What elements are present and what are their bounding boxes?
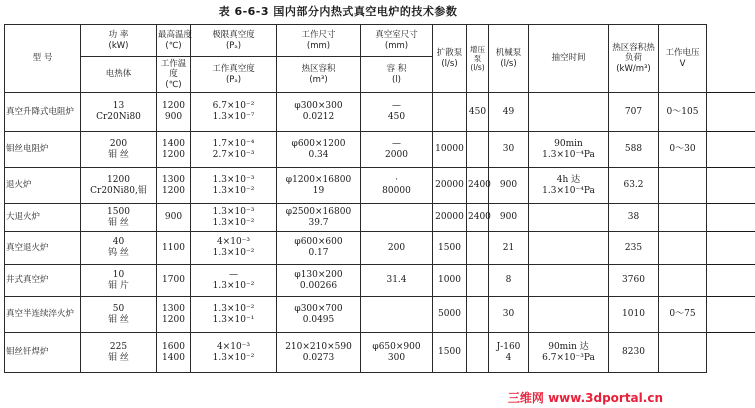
cell-value: 1200 (162, 314, 185, 325)
cell-value: 20000 (435, 212, 464, 223)
boost-pump-cell (467, 232, 489, 265)
table-row (5, 93, 755, 132)
cell-value: 钼丝电阻炉 (6, 144, 49, 155)
cell-value: 13 (112, 101, 125, 112)
cell-value: — (392, 101, 401, 112)
boost-pump-cell (467, 132, 489, 168)
vacuum-cell (191, 204, 277, 232)
temp-cell (157, 132, 191, 168)
cell-value: 2000 (385, 149, 408, 160)
header-power: 功 率 (kW) (81, 25, 157, 57)
boost-pump-cell (467, 204, 489, 232)
cell-value: 井式真空炉 (6, 275, 49, 286)
voltage-cell (659, 232, 707, 265)
cell-value: 8 (505, 275, 512, 286)
model-cell (5, 232, 81, 265)
model-cell (5, 333, 81, 373)
cell-value: 225 (109, 341, 128, 352)
cell-value: 10000 (435, 144, 464, 155)
heat-load-cell (609, 168, 659, 204)
cell-value: 4 (505, 352, 512, 363)
pump-time-cell (529, 265, 609, 297)
temp-cell (157, 232, 191, 265)
header-heat-load: 热区容积热负荷 (kW/m³) (609, 25, 659, 93)
cell-value: 钼 丝 (108, 314, 129, 325)
diff-pump-cell (433, 297, 467, 333)
cell-value: 1500 (438, 347, 461, 358)
cell-value: 10 (112, 269, 125, 280)
cell-value: 1300 (162, 303, 185, 314)
cell-value: 1.3×10⁻⁴Pa (542, 149, 595, 160)
pump-time-cell (529, 232, 609, 265)
vacuum-cell (191, 333, 277, 373)
cell-value: 19 (312, 185, 325, 196)
header-boost-pump: 增压泵 (l/s) (467, 25, 489, 93)
cell-value: 450 (468, 106, 487, 117)
cell-value: 900 (499, 212, 518, 223)
cell-value: 1200 (162, 101, 185, 112)
cell-value: 1400 (162, 138, 185, 149)
table-row (5, 265, 755, 297)
vac-chamber-cell (361, 132, 433, 168)
cell-value: 2400 (468, 212, 491, 223)
work-size-cell (277, 333, 361, 373)
vacuum-cell (191, 297, 277, 333)
cell-value: 1.3×10⁻² (212, 280, 255, 291)
cell-value: 6.7×10⁻³Pa (542, 352, 595, 363)
cell-value: 30 (502, 144, 515, 155)
model-cell (5, 297, 81, 333)
cell-value: 200 (387, 242, 406, 253)
cell-value: 49 (502, 106, 515, 117)
power-heater-cell (81, 232, 157, 265)
cell-value: φ130×200 (294, 269, 343, 280)
cell-value: 31.4 (386, 275, 407, 286)
vac-chamber-cell (361, 168, 433, 204)
header-volume: 容 积 (l) (361, 57, 433, 93)
cell-value: φ600×600 (294, 237, 343, 248)
diff-pump-cell (433, 204, 467, 232)
vacuum-cell (191, 132, 277, 168)
cell-value: 21 (502, 242, 515, 253)
cell-value: 1.7×10⁻⁴ (212, 138, 255, 149)
cell-value: 235 (624, 242, 643, 253)
cell-value: 6.7×10⁻² (212, 101, 255, 112)
pump-time-cell (529, 132, 609, 168)
voltage-cell (659, 265, 707, 297)
mech-pump-cell (489, 204, 529, 232)
cell-value: 1.3×10⁻⁷ (212, 112, 255, 122)
work-size-cell (277, 232, 361, 265)
header-mech-pump: 机械泵 (l/s) (489, 25, 529, 93)
cell-value: 0.0212 (302, 112, 335, 122)
cell-value: 0.17 (308, 248, 329, 258)
cell-value: 钼 丝 (108, 352, 129, 363)
pump-time-cell (529, 333, 609, 373)
cell-value: 0～105 (666, 106, 699, 117)
cell-value: 900 (164, 112, 183, 122)
cell-value: 38 (627, 212, 640, 223)
cell-value: 3760 (622, 275, 645, 286)
cell-value: 450 (387, 112, 406, 122)
vacuum-cell (191, 232, 277, 265)
cell-value: 80000 (382, 185, 411, 196)
cell-value: 50 (112, 303, 125, 314)
mech-pump-cell (489, 333, 529, 373)
vac-chamber-cell (361, 232, 433, 265)
diff-pump-cell (433, 333, 467, 373)
cell-value: 1.3×10⁻² (212, 248, 255, 258)
power-heater-cell (81, 168, 157, 204)
header-work-size: 工作尺寸 (mm) (277, 25, 361, 57)
header-hot-volume: 热区容积 (m³) (277, 57, 361, 93)
cell-value: 1000 (438, 275, 461, 286)
cell-value: φ2500×16800 (285, 206, 352, 217)
cell-value: 1.3×10⁻² (212, 303, 255, 314)
mech-pump-cell (489, 265, 529, 297)
header-work-vacuum: 工作真空度 (Pₐ) (191, 57, 277, 93)
work-size-cell (277, 132, 361, 168)
cell-value: 30 (502, 309, 515, 320)
header-voltage: 工作电压 V (659, 25, 707, 93)
voltage-cell (659, 132, 707, 168)
temp-cell (157, 168, 191, 204)
cell-value: 20000 (435, 180, 464, 191)
heat-load-cell (609, 297, 659, 333)
cell-value: 钨 丝 (108, 248, 129, 258)
table-row (5, 297, 755, 333)
cell-value: 5000 (438, 309, 461, 320)
heat-load-cell (609, 265, 659, 297)
cell-value: 2400 (468, 180, 491, 191)
header-vac-chamber: 真空室尺寸 (mm) (361, 25, 433, 57)
power-heater-cell (81, 333, 157, 373)
power-heater-cell (81, 93, 157, 132)
diff-pump-cell (433, 265, 467, 297)
cell-value: 90min (554, 138, 583, 149)
cell-value: 真空半连续淬火炉 (6, 309, 75, 320)
header-heater: 电热体 (81, 57, 157, 93)
cell-value: 1600 (162, 341, 185, 352)
cell-value: · (395, 174, 398, 185)
cell-value: φ600×1200 (291, 138, 346, 149)
boost-pump-cell (467, 93, 489, 132)
temp-cell (157, 333, 191, 373)
cell-value: 钼 丝 (108, 149, 129, 160)
model-cell (5, 168, 81, 204)
cell-value: 1.3×10⁻¹ (212, 314, 255, 325)
boost-pump-cell (467, 297, 489, 333)
temp-cell (157, 93, 191, 132)
voltage-cell (659, 333, 707, 373)
cell-value: 0.34 (308, 149, 329, 160)
cell-value: 1.3×10⁻² (212, 185, 255, 196)
diff-pump-cell (433, 232, 467, 265)
header-pump-time: 抽空时间 (529, 25, 609, 93)
cell-value: 1.3×10⁻³ (212, 206, 255, 217)
cell-value: 300 (387, 352, 406, 363)
cell-value: 0.00266 (299, 280, 338, 291)
cell-value: φ300×700 (294, 303, 343, 314)
heat-load-cell (609, 132, 659, 168)
heat-load-cell (609, 232, 659, 265)
cell-value: 1200 (162, 149, 185, 160)
cell-value: 90min 达 (548, 341, 589, 352)
heat-load-cell (609, 93, 659, 132)
header-work-temp: 工作温度 (℃) (157, 57, 191, 93)
cell-value: 707 (624, 106, 643, 117)
table-title: 表 6-6-3 国内部分内热式真空电炉的技术参数 (218, 5, 458, 18)
cell-value: 0～30 (669, 144, 696, 155)
table-row (5, 168, 755, 204)
mech-pump-cell (489, 297, 529, 333)
table-row (5, 232, 755, 265)
cell-value: 钼 片 (108, 280, 129, 291)
vacuum-cell (191, 265, 277, 297)
pump-time-cell (529, 297, 609, 333)
boost-pump-cell (467, 168, 489, 204)
vacuum-cell (191, 168, 277, 204)
table-row (5, 204, 755, 232)
cell-value: 1500 (107, 206, 130, 217)
table-row (5, 132, 755, 168)
cell-value: 0.0495 (302, 314, 335, 325)
pump-time-cell (529, 204, 609, 232)
work-size-cell (277, 168, 361, 204)
cell-value: 4×10⁻³ (216, 341, 251, 352)
cell-value: 1100 (162, 242, 185, 253)
power-heater-cell (81, 265, 157, 297)
work-size-cell (277, 93, 361, 132)
cell-value: 1.3×10⁻⁴Pa (542, 185, 595, 196)
mech-pump-cell (489, 132, 529, 168)
cell-value: 4×10⁻³ (216, 237, 251, 248)
cell-value: φ1200×16800 (285, 174, 352, 185)
heat-load-cell (609, 204, 659, 232)
work-size-cell (277, 204, 361, 232)
vac-chamber-cell (361, 265, 433, 297)
cell-value: Cr20Ni80,钼 (90, 185, 147, 196)
cell-value: 1.3×10⁻² (212, 352, 255, 363)
header-max-temp: 最高温度 (℃) (157, 25, 191, 57)
mech-pump-cell (489, 168, 529, 204)
cell-value: 1500 (438, 242, 461, 253)
cell-value: Cr20Ni80 (96, 112, 141, 122)
cell-value: 900 (164, 212, 183, 223)
voltage-cell (659, 168, 707, 204)
diff-pump-cell (433, 132, 467, 168)
model-cell (5, 132, 81, 168)
work-size-cell (277, 297, 361, 333)
vac-chamber-cell (361, 333, 433, 373)
cell-value: φ300×300 (294, 101, 343, 112)
temp-cell (157, 265, 191, 297)
pump-time-cell (529, 93, 609, 132)
diff-pump-cell (433, 93, 467, 132)
cell-value: φ650×900 (372, 341, 421, 352)
watermark: 三维网 www.3dportal.cn (505, 389, 666, 406)
mech-pump-cell (489, 232, 529, 265)
voltage-cell (659, 204, 707, 232)
temp-cell (157, 297, 191, 333)
voltage-cell (659, 297, 707, 333)
vac-chamber-cell (361, 93, 433, 132)
mech-pump-cell (489, 93, 529, 132)
header-model: 型 号 (5, 25, 81, 93)
power-heater-cell (81, 132, 157, 168)
cell-value: 0～75 (669, 309, 696, 320)
cell-value: 1010 (622, 309, 645, 320)
power-heater-cell (81, 204, 157, 232)
cell-value: 1200 (162, 185, 185, 196)
voltage-cell (659, 93, 707, 132)
cell-value: 1.3×10⁻³ (212, 174, 255, 185)
cell-value: 1200 (107, 174, 130, 185)
model-cell (5, 93, 81, 132)
cell-value: 39.7 (308, 217, 329, 228)
cell-value: 63.2 (623, 180, 644, 191)
heat-load-cell (609, 333, 659, 373)
table-row (5, 333, 755, 373)
temp-cell (157, 204, 191, 232)
cell-value: 1700 (162, 275, 185, 286)
power-heater-cell (81, 297, 157, 333)
work-size-cell (277, 265, 361, 297)
vac-chamber-cell (361, 204, 433, 232)
cell-value: 大退火炉 (6, 212, 41, 223)
diff-pump-cell (433, 168, 467, 204)
cell-value: 40 (112, 237, 125, 248)
cell-value: 1.3×10⁻² (212, 217, 255, 228)
boost-pump-cell (467, 265, 489, 297)
model-cell (5, 204, 81, 232)
cell-value: J-160 (496, 341, 521, 352)
cell-value: 588 (624, 144, 643, 155)
cell-value: 2.7×10⁻³ (212, 149, 255, 160)
cell-value: 钼 丝 (108, 217, 129, 228)
tech-params-body (4, 92, 755, 373)
boost-pump-cell (467, 333, 489, 373)
cell-value: 0.0273 (302, 352, 335, 363)
cell-value: — (229, 269, 238, 280)
cell-value: 1400 (162, 352, 185, 363)
model-cell (5, 265, 81, 297)
cell-value: 210×210×590 (285, 341, 352, 352)
cell-value: 真空升降式电阻炉 (6, 106, 75, 117)
cell-value: 900 (499, 180, 518, 191)
cell-value: 4h 达 (556, 174, 581, 185)
cell-value: 真空退火炉 (6, 242, 49, 253)
cell-value: 钼丝钎焊炉 (6, 347, 49, 358)
cell-value: — (392, 138, 401, 149)
cell-value: 退火炉 (6, 180, 32, 191)
vacuum-cell (191, 93, 277, 132)
vac-chamber-cell (361, 297, 433, 333)
pump-time-cell (529, 168, 609, 204)
cell-value: 200 (109, 138, 128, 149)
cell-value: 1300 (162, 174, 185, 185)
header-diff-pump: 扩散泵 (l/s) (433, 25, 467, 93)
cell-value: 8230 (622, 347, 645, 358)
tech-params-table (4, 24, 755, 93)
header-limit-vacuum: 极限真空度 (Pₐ) (191, 25, 277, 57)
